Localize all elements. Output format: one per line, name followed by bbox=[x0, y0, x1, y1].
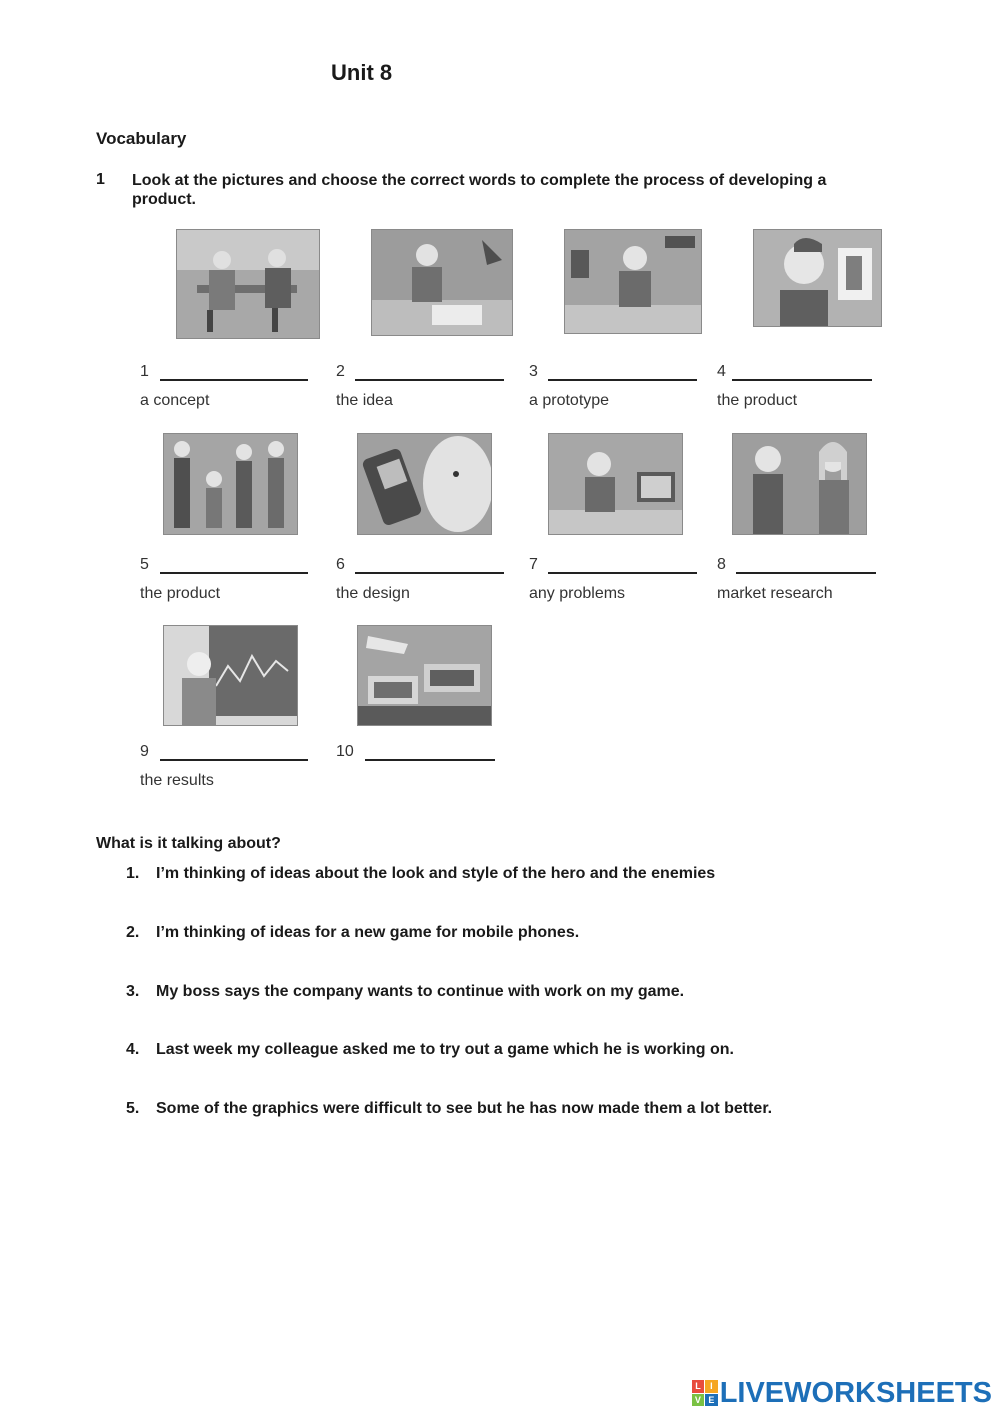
questions-title: What is it talking about? bbox=[96, 835, 281, 852]
item-word: market research bbox=[717, 585, 833, 602]
answer-blank-1[interactable] bbox=[160, 379, 308, 381]
group-of-people-illustration bbox=[163, 433, 298, 535]
answer-blank-4[interactable] bbox=[732, 379, 872, 381]
item-number: 5 bbox=[140, 556, 149, 573]
item-word: the product bbox=[140, 585, 221, 602]
woman-sketching-illustration bbox=[371, 229, 513, 336]
item-word: any problems bbox=[529, 585, 626, 602]
item-word: the design bbox=[336, 585, 410, 602]
liveworksheets-logo bbox=[692, 1376, 992, 1410]
item-number: 8 bbox=[717, 556, 726, 573]
section-title: Vocabulary bbox=[96, 129, 187, 148]
question-text: Some of the graphics were difficult to see but he has now made them a lot better. bbox=[156, 1100, 773, 1117]
item-number: 10 bbox=[336, 743, 354, 760]
phone-closeup-illustration bbox=[357, 433, 492, 535]
exercise-number: 1 bbox=[96, 171, 105, 188]
item-word: a concept bbox=[140, 392, 210, 409]
question-number: 2. bbox=[126, 924, 140, 941]
logo-text: LIVEWORKSHEETS bbox=[719, 1376, 992, 1409]
man-viewing-graph-illustration bbox=[163, 625, 298, 726]
answer-blank-3[interactable] bbox=[548, 379, 697, 381]
item-number: 6 bbox=[336, 556, 345, 573]
answer-blank-8[interactable] bbox=[736, 572, 876, 574]
two-people-talking-illustration bbox=[732, 433, 867, 535]
answer-blank-6[interactable] bbox=[355, 572, 504, 574]
exercise-instruction: Look at the pictures and choose the correct words to complete the process of developing a product. bbox=[132, 172, 827, 208]
answer-blank-5[interactable] bbox=[160, 572, 308, 574]
man-holding-phone-illustration bbox=[753, 229, 882, 327]
answer-blank-2[interactable] bbox=[355, 379, 504, 381]
logo-mark-letter: E bbox=[705, 1394, 718, 1407]
factory-production-illustration bbox=[357, 625, 492, 726]
item-number: 2 bbox=[336, 363, 345, 380]
item-number: 7 bbox=[529, 556, 538, 573]
answer-blank-10[interactable] bbox=[365, 759, 495, 761]
logo-mark-icon bbox=[692, 1380, 718, 1406]
item-word: the results bbox=[140, 772, 214, 789]
logo-mark-letter: L bbox=[692, 1380, 705, 1393]
answer-blank-7[interactable] bbox=[548, 572, 697, 574]
man-at-computer-illustration bbox=[548, 433, 683, 535]
question-text: I’m thinking of ideas about the look and style of the hero and the enemies bbox=[156, 865, 716, 882]
question-text: I’m thinking of ideas for a new game for mobile phones. bbox=[156, 924, 580, 941]
question-number: 4. bbox=[126, 1041, 140, 1058]
man-with-phone-illustration bbox=[564, 229, 702, 334]
logo-mark-letter: V bbox=[692, 1394, 705, 1407]
question-text: My boss says the company wants to continue with work on my game. bbox=[156, 983, 685, 1000]
meeting-illustration bbox=[176, 229, 320, 339]
item-number: 4 bbox=[717, 363, 726, 380]
item-word: the idea bbox=[336, 392, 393, 409]
question-number: 3. bbox=[126, 983, 140, 1000]
answer-blank-9[interactable] bbox=[160, 759, 308, 761]
item-number: 1 bbox=[140, 363, 149, 380]
logo-mark-letter: I bbox=[705, 1380, 718, 1393]
question-number: 1. bbox=[126, 865, 140, 882]
page-title: Unit 8 bbox=[331, 60, 393, 85]
item-number: 9 bbox=[140, 743, 149, 760]
question-number: 5. bbox=[126, 1100, 140, 1117]
item-word: a prototype bbox=[529, 392, 610, 409]
item-word: the product bbox=[717, 392, 798, 409]
question-text: Last week my colleague asked me to try out a game which he is working on. bbox=[156, 1041, 734, 1058]
item-number: 3 bbox=[529, 363, 538, 380]
